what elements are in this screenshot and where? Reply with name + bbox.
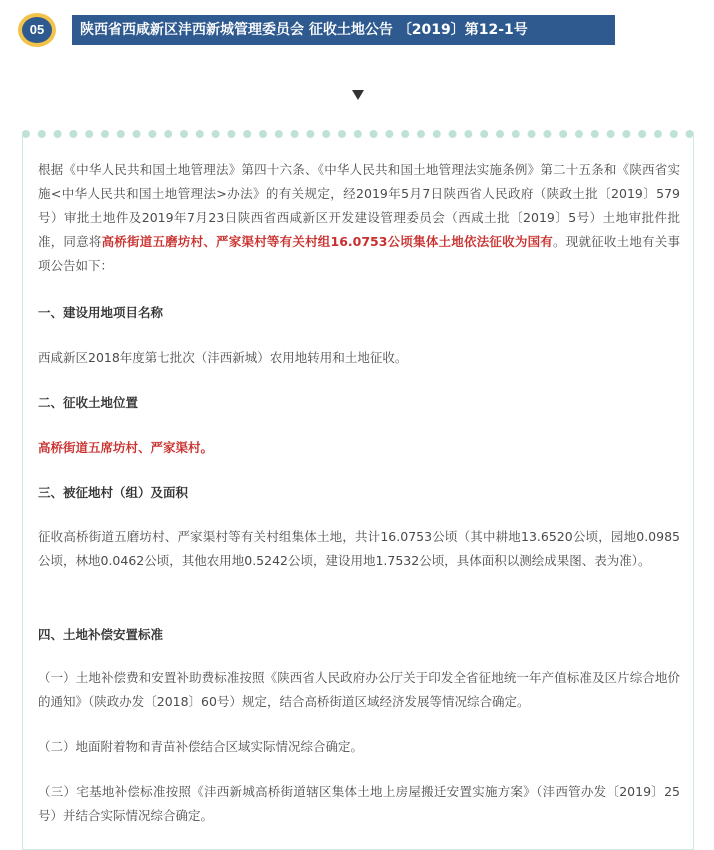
intro-highlight: 高桥街道五磨坊村、严家渠村等有关村组16.0753公顷集体土地依法征收为国有 (101, 234, 554, 249)
section-3-heading: 三、被征地村（组）及面积 (38, 485, 189, 500)
triangle-down-icon (352, 90, 364, 100)
section-2-heading: 二、征收土地位置 (38, 395, 139, 410)
section-4-paragraph-2: （二）地面附着物和青苗补偿结合区域实际情况综合确定。 (38, 739, 364, 754)
section-4-paragraph-3: （三）宅基地补偿标准按照《沣西新城高桥街道辖区集体土地上房屋搬迁安置实施方案》（沣西管办发〔2019〕25号）并结合实际情况综合确定。 (38, 784, 680, 823)
section-1-heading: 一、建设用地项目名称 (38, 305, 164, 320)
section-number: 05 (22, 17, 52, 43)
section-3-text: 征收高桥街道五磨坊村、严家渠村等有关村组集体土地，共计16.0753公顷（其中耕地13.6520公顷，园地0.0985公顷，林地0.0462公顷，其他农用地0.5242公顷，建设用地1.7532公顷，具体面积以测绘成果图、表为准）。 (38, 529, 680, 568)
section-header (18, 13, 618, 47)
section-2-text: 高桥街道五席坊村、严家渠村。 (38, 440, 214, 455)
intro-text-part2: 。现就征收土地有关事项公告如下： (38, 234, 680, 273)
section-1-text: 西咸新区2018年度第七批次（沣西新城）农用地转用和土地征收。 (38, 350, 408, 365)
section-4-heading: 四、土地补偿安置标准 (38, 627, 164, 642)
section-number-badge (18, 13, 56, 47)
announcement-title: 陕西省西咸新区沣西新城管理委员会 征收土地公告 〔2019〕第12-1号 (72, 15, 615, 45)
intro-text-part1: 根据《中华人民共和国土地管理法》第四十六条、《中华人民共和国土地管理法实施条例》第二十五条和《陕西省实施<中华人民共和国土地管理法>办法》的有关规定，经2019年5月7日陕西省人民政府（陕政土批〔2019〕579号）审批土地件及2019年7月23日陕西省西咸新区开发建设管理委员会（西咸土批〔2019〕5号）土地审批件批准，同意将 (38, 162, 680, 249)
intro-paragraph (38, 158, 680, 278)
section-4-paragraph-1: （一）土地补偿费和安置补助费标准按照《陕西省人民政府办公厅关于印发全省征地统一年产值标准及区片综合地价的通知》（陕政办发〔2018〕60号）规定，结合高桥街道区域经济发展等情况综合确定。 (38, 670, 680, 709)
